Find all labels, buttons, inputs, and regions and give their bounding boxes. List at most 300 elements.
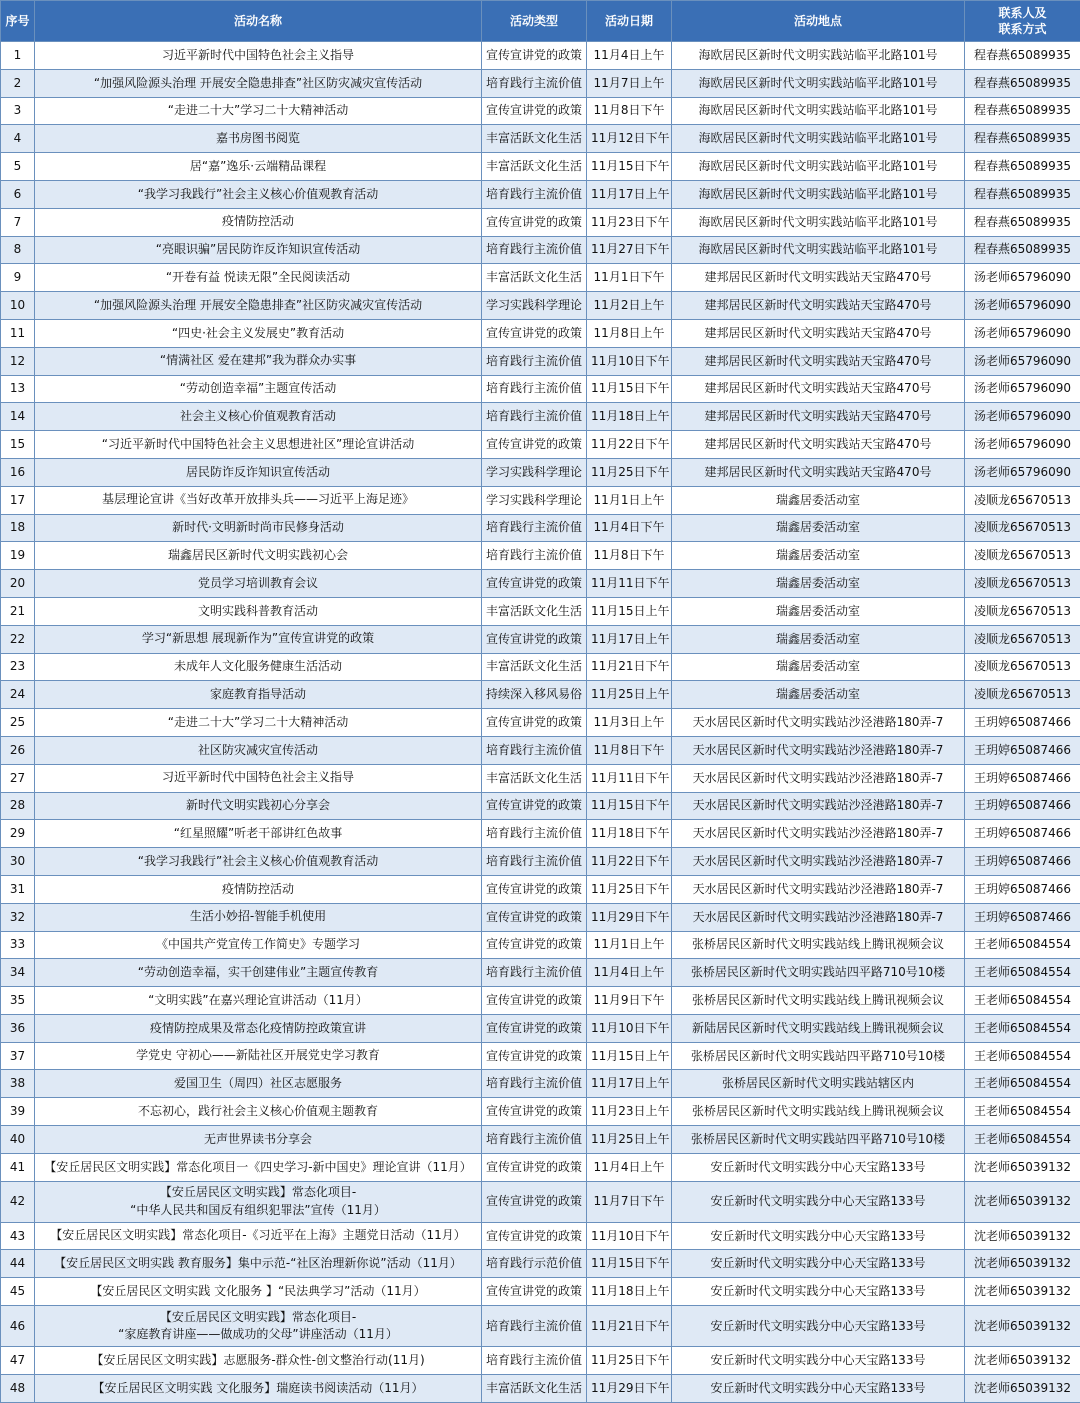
cell-type: 宣传宣讲党的政策 bbox=[482, 42, 587, 70]
cell-type: 培育践行主流价值 bbox=[482, 820, 587, 848]
cell-location: 张桥居民区新时代文明实践站线上腾讯视频会议 bbox=[672, 1098, 965, 1126]
cell-name-line: 【安丘居民区文明实践 文化服务】瑞庭读书阅读活动（11月） bbox=[39, 1380, 477, 1397]
cell-location: 建邦居民区新时代文明实践站天宝路470号 bbox=[672, 347, 965, 375]
cell-contact: 王老师65084554 bbox=[965, 987, 1080, 1015]
cell-name-line: 学习“新思想 展现新作为”宣传宣讲党的政策 bbox=[39, 630, 477, 647]
cell-name bbox=[35, 375, 482, 403]
cell-no: 21 bbox=[1, 597, 35, 625]
cell-name-line: 疫情防控活动 bbox=[39, 881, 477, 898]
cell-no: 31 bbox=[1, 875, 35, 903]
cell-contact: 汤老师65796090 bbox=[965, 292, 1080, 320]
cell-name bbox=[35, 959, 482, 987]
cell-contact: 王老师65084554 bbox=[965, 1014, 1080, 1042]
cell-name-line: 【安丘居民区文明实践】志愿服务-群众性-创文整治行动(11月) bbox=[39, 1352, 477, 1369]
cell-type: 宣传宣讲党的政策 bbox=[482, 875, 587, 903]
cell-no: 28 bbox=[1, 792, 35, 820]
cell-contact: 汤老师65796090 bbox=[965, 375, 1080, 403]
cell-type: 培育践行主流价值 bbox=[482, 1126, 587, 1154]
cell-contact: 王玥婷65087466 bbox=[965, 848, 1080, 876]
cell-no: 41 bbox=[1, 1153, 35, 1181]
cell-name-line: 疫情防控成果及常态化疫情防控政策宣讲 bbox=[39, 1020, 477, 1037]
cell-name-line: “加强风险源头治理 开展安全隐患排查”社区防灾减灾宣传活动 bbox=[39, 297, 477, 314]
cell-no: 7 bbox=[1, 208, 35, 236]
cell-name-line: 未成年人文化服务健康生活活动 bbox=[39, 658, 477, 675]
cell-date: 11月7日下午 bbox=[587, 1181, 672, 1222]
cell-name bbox=[35, 1347, 482, 1375]
cell-name bbox=[35, 1014, 482, 1042]
cell-date: 11月27日下午 bbox=[587, 236, 672, 264]
cell-name bbox=[35, 1126, 482, 1154]
cell-date: 11月15日下午 bbox=[587, 375, 672, 403]
table-row bbox=[1, 570, 1080, 598]
cell-name bbox=[35, 736, 482, 764]
cell-name-line: “中华人民共和国反有组织犯罪法”宣传（11月） bbox=[39, 1202, 477, 1219]
table-row bbox=[1, 347, 1080, 375]
cell-name-line: 【安丘居民区文明实践】常态化项目- bbox=[39, 1184, 477, 1201]
cell-contact: 沈老师65039132 bbox=[965, 1222, 1080, 1250]
cell-name bbox=[35, 236, 482, 264]
cell-name-line: “文明实践”在嘉兴理论宣讲活动（11月） bbox=[39, 992, 477, 1009]
cell-date: 11月15日下午 bbox=[587, 153, 672, 181]
cell-name bbox=[35, 1278, 482, 1306]
cell-date: 11月8日上午 bbox=[587, 319, 672, 347]
cell-location: 新陆居民区新时代文明实践站线上腾讯视频会议 bbox=[672, 1014, 965, 1042]
cell-type: 宣传宣讲党的政策 bbox=[482, 903, 587, 931]
cell-location: 建邦居民区新时代文明实践站天宝路470号 bbox=[672, 375, 965, 403]
cell-contact: 凌顺龙65670513 bbox=[965, 514, 1080, 542]
cell-location: 海欧居民区新时代文明实践站临平北路101号 bbox=[672, 153, 965, 181]
cell-name-line: 【安丘居民区文明实践】常态化项目-《习近平在上海》主题党日活动（11月） bbox=[39, 1227, 477, 1244]
cell-name-line: “开卷有益 悦读无限”全民阅读活动 bbox=[39, 269, 477, 286]
cell-contact: 汤老师65796090 bbox=[965, 319, 1080, 347]
cell-no: 45 bbox=[1, 1278, 35, 1306]
cell-name-line: 【安丘居民区文明实践】常态化项目- bbox=[39, 1309, 477, 1326]
cell-name-line: 学党史 守初心——新陆社区开展党史学习教育 bbox=[39, 1047, 477, 1064]
cell-type: 丰富活跃文化生活 bbox=[482, 125, 587, 153]
cell-contact: 沈老师65039132 bbox=[965, 1374, 1080, 1402]
cell-location: 安丘新时代文明实践分中心天宝路133号 bbox=[672, 1374, 965, 1402]
cell-type: 宣传宣讲党的政策 bbox=[482, 1153, 587, 1181]
cell-name-line: 无声世界读书分享会 bbox=[39, 1131, 477, 1148]
table-row bbox=[1, 1374, 1080, 1402]
table-row bbox=[1, 1014, 1080, 1042]
cell-name bbox=[35, 69, 482, 97]
table-row bbox=[1, 903, 1080, 931]
cell-location: 天水居民区新时代文明实践站沙泾港路180弄-7 bbox=[672, 709, 965, 737]
cell-name-line: “情满社区 爱在建邦”我为群众办实事 bbox=[39, 352, 477, 369]
cell-date: 11月10日下午 bbox=[587, 1222, 672, 1250]
cell-type: 宣传宣讲党的政策 bbox=[482, 208, 587, 236]
cell-location: 张桥居民区新时代文明实践站辖区内 bbox=[672, 1070, 965, 1098]
header-contact-line1: 联系人及 bbox=[969, 5, 1076, 21]
cell-name-line: 居民防诈反诈知识宣传活动 bbox=[39, 464, 477, 481]
cell-contact: 凌顺龙65670513 bbox=[965, 542, 1080, 570]
cell-name bbox=[35, 848, 482, 876]
cell-date: 11月21日下午 bbox=[587, 1306, 672, 1347]
cell-location: 安丘新时代文明实践分中心天宝路133号 bbox=[672, 1306, 965, 1347]
cell-type: 培育践行主流价值 bbox=[482, 514, 587, 542]
table-row bbox=[1, 125, 1080, 153]
cell-location: 建邦居民区新时代文明实践站天宝路470号 bbox=[672, 403, 965, 431]
cell-type: 学习实践科学理论 bbox=[482, 486, 587, 514]
cell-no: 1 bbox=[1, 42, 35, 70]
cell-type: 宣传宣讲党的政策 bbox=[482, 625, 587, 653]
cell-location: 天水居民区新时代文明实践站沙泾港路180弄-7 bbox=[672, 764, 965, 792]
cell-name bbox=[35, 264, 482, 292]
cell-contact: 沈老师65039132 bbox=[965, 1181, 1080, 1222]
table-row bbox=[1, 625, 1080, 653]
cell-date: 11月4日上午 bbox=[587, 959, 672, 987]
cell-name-line: 疫情防控活动 bbox=[39, 213, 477, 230]
cell-date: 11月3日上午 bbox=[587, 709, 672, 737]
cell-no: 47 bbox=[1, 1347, 35, 1375]
cell-no: 44 bbox=[1, 1250, 35, 1278]
cell-name-line: 文明实践科普教育活动 bbox=[39, 603, 477, 620]
cell-contact: 王玥婷65087466 bbox=[965, 792, 1080, 820]
cell-date: 11月11日下午 bbox=[587, 570, 672, 598]
cell-no: 36 bbox=[1, 1014, 35, 1042]
cell-location: 天水居民区新时代文明实践站沙泾港路180弄-7 bbox=[672, 848, 965, 876]
cell-name bbox=[35, 987, 482, 1015]
cell-location: 瑞鑫居委活动室 bbox=[672, 514, 965, 542]
table-row bbox=[1, 153, 1080, 181]
table-row bbox=[1, 764, 1080, 792]
cell-no: 17 bbox=[1, 486, 35, 514]
cell-type: 丰富活跃文化生活 bbox=[482, 597, 587, 625]
cell-contact: 程春燕65089935 bbox=[965, 180, 1080, 208]
cell-name bbox=[35, 486, 482, 514]
cell-type: 培育践行主流价值 bbox=[482, 403, 587, 431]
table-row bbox=[1, 820, 1080, 848]
cell-date: 11月8日下午 bbox=[587, 97, 672, 125]
cell-name-line: 嘉书房图书阅览 bbox=[39, 130, 477, 147]
cell-type: 宣传宣讲党的政策 bbox=[482, 570, 587, 598]
cell-location: 建邦居民区新时代文明实践站天宝路470号 bbox=[672, 319, 965, 347]
cell-name bbox=[35, 792, 482, 820]
cell-date: 11月17日上午 bbox=[587, 625, 672, 653]
cell-location: 安丘新时代文明实践分中心天宝路133号 bbox=[672, 1250, 965, 1278]
cell-contact: 王玥婷65087466 bbox=[965, 736, 1080, 764]
cell-contact: 沈老师65039132 bbox=[965, 1347, 1080, 1375]
cell-no: 25 bbox=[1, 709, 35, 737]
cell-no: 29 bbox=[1, 820, 35, 848]
cell-no: 32 bbox=[1, 903, 35, 931]
cell-location: 建邦居民区新时代文明实践站天宝路470号 bbox=[672, 431, 965, 459]
cell-date: 11月15日下午 bbox=[587, 1250, 672, 1278]
table-row bbox=[1, 1181, 1080, 1222]
cell-no: 39 bbox=[1, 1098, 35, 1126]
cell-name bbox=[35, 875, 482, 903]
cell-name bbox=[35, 1374, 482, 1402]
cell-date: 11月8日下午 bbox=[587, 542, 672, 570]
table-row bbox=[1, 848, 1080, 876]
header-date: 活动日期 bbox=[587, 1, 672, 42]
cell-contact: 沈老师65039132 bbox=[965, 1153, 1080, 1181]
cell-no: 18 bbox=[1, 514, 35, 542]
cell-contact: 程春燕65089935 bbox=[965, 236, 1080, 264]
cell-no: 13 bbox=[1, 375, 35, 403]
cell-name bbox=[35, 1070, 482, 1098]
cell-contact: 王玥婷65087466 bbox=[965, 903, 1080, 931]
cell-type: 丰富活跃文化生活 bbox=[482, 1374, 587, 1402]
cell-type: 培育践行主流价值 bbox=[482, 180, 587, 208]
cell-contact: 王玥婷65087466 bbox=[965, 709, 1080, 737]
cell-contact: 凌顺龙65670513 bbox=[965, 597, 1080, 625]
cell-name-line: 【安丘居民区文明实践】常态化项目一《四史学习-新中国史》理论宣讲（11月） bbox=[39, 1159, 477, 1176]
cell-type: 宣传宣讲党的政策 bbox=[482, 97, 587, 125]
cell-contact: 王玥婷65087466 bbox=[965, 875, 1080, 903]
header-contact-line2: 联系方式 bbox=[969, 21, 1076, 37]
cell-type: 学习实践科学理论 bbox=[482, 458, 587, 486]
cell-location: 安丘新时代文明实践分中心天宝路133号 bbox=[672, 1222, 965, 1250]
cell-name bbox=[35, 514, 482, 542]
table-row bbox=[1, 236, 1080, 264]
cell-contact: 汤老师65796090 bbox=[965, 403, 1080, 431]
cell-name bbox=[35, 125, 482, 153]
cell-name-line: 《中国共产党宣传工作简史》专题学习 bbox=[39, 936, 477, 953]
table-row bbox=[1, 542, 1080, 570]
cell-location: 张桥居民区新时代文明实践站线上腾讯视频会议 bbox=[672, 987, 965, 1015]
cell-name-line: “加强风险源头治理 开展安全隐患排查”社区防灾减灾宣传活动 bbox=[39, 75, 477, 92]
cell-no: 35 bbox=[1, 987, 35, 1015]
cell-contact: 程春燕65089935 bbox=[965, 42, 1080, 70]
table-row bbox=[1, 208, 1080, 236]
cell-name-line: 基层理论宣讲《当好改革开放排头兵——习近平上海足迹》 bbox=[39, 491, 477, 508]
cell-date: 11月29日下午 bbox=[587, 903, 672, 931]
cell-contact: 王玥婷65087466 bbox=[965, 764, 1080, 792]
cell-contact: 凌顺龙65670513 bbox=[965, 625, 1080, 653]
cell-location: 瑞鑫居委活动室 bbox=[672, 625, 965, 653]
cell-no: 38 bbox=[1, 1070, 35, 1098]
cell-type: 培育践行主流价值 bbox=[482, 236, 587, 264]
cell-name-line: “走进二十大”学习二十大精神活动 bbox=[39, 714, 477, 731]
cell-date: 11月4日上午 bbox=[587, 42, 672, 70]
cell-location: 瑞鑫居委活动室 bbox=[672, 486, 965, 514]
cell-date: 11月8日下午 bbox=[587, 736, 672, 764]
cell-name-line: 党员学习培训教育会议 bbox=[39, 575, 477, 592]
cell-contact: 王老师65084554 bbox=[965, 931, 1080, 959]
cell-type: 宣传宣讲党的政策 bbox=[482, 1278, 587, 1306]
cell-no: 33 bbox=[1, 931, 35, 959]
cell-date: 11月18日下午 bbox=[587, 820, 672, 848]
table-row bbox=[1, 1042, 1080, 1070]
cell-no: 46 bbox=[1, 1306, 35, 1347]
cell-location: 安丘新时代文明实践分中心天宝路133号 bbox=[672, 1347, 965, 1375]
cell-location: 海欧居民区新时代文明实践站临平北路101号 bbox=[672, 97, 965, 125]
cell-contact: 沈老师65039132 bbox=[965, 1250, 1080, 1278]
cell-location: 海欧居民区新时代文明实践站临平北路101号 bbox=[672, 208, 965, 236]
cell-name bbox=[35, 820, 482, 848]
cell-no: 22 bbox=[1, 625, 35, 653]
cell-contact: 程春燕65089935 bbox=[965, 125, 1080, 153]
cell-name bbox=[35, 1222, 482, 1250]
cell-type: 丰富活跃文化生活 bbox=[482, 153, 587, 181]
table-row bbox=[1, 319, 1080, 347]
cell-no: 10 bbox=[1, 292, 35, 320]
cell-location: 张桥居民区新时代文明实践站线上腾讯视频会议 bbox=[672, 931, 965, 959]
table-row bbox=[1, 1250, 1080, 1278]
cell-date: 11月25日下午 bbox=[587, 458, 672, 486]
cell-no: 30 bbox=[1, 848, 35, 876]
table-row bbox=[1, 987, 1080, 1015]
cell-type: 宣传宣讲党的政策 bbox=[482, 1042, 587, 1070]
cell-name bbox=[35, 347, 482, 375]
cell-location: 瑞鑫居委活动室 bbox=[672, 597, 965, 625]
cell-name bbox=[35, 292, 482, 320]
table-row bbox=[1, 403, 1080, 431]
table-row bbox=[1, 681, 1080, 709]
cell-name-line: 新时代文明实践初心分享会 bbox=[39, 797, 477, 814]
cell-location: 安丘新时代文明实践分中心天宝路133号 bbox=[672, 1153, 965, 1181]
cell-contact: 王老师65084554 bbox=[965, 1098, 1080, 1126]
cell-location: 海欧居民区新时代文明实践站临平北路101号 bbox=[672, 180, 965, 208]
cell-name-line: “我学习我践行”社会主义核心价值观教育活动 bbox=[39, 853, 477, 870]
cell-name bbox=[35, 681, 482, 709]
cell-no: 20 bbox=[1, 570, 35, 598]
cell-name-line: “家庭教育讲座——做成功的父母”讲座活动（11月） bbox=[39, 1326, 477, 1343]
cell-type: 培育践行主流价值 bbox=[482, 1306, 587, 1347]
cell-name bbox=[35, 458, 482, 486]
cell-no: 43 bbox=[1, 1222, 35, 1250]
cell-name bbox=[35, 542, 482, 570]
table-row bbox=[1, 653, 1080, 681]
cell-location: 建邦居民区新时代文明实践站天宝路470号 bbox=[672, 458, 965, 486]
cell-no: 16 bbox=[1, 458, 35, 486]
cell-type: 培育践行主流价值 bbox=[482, 1070, 587, 1098]
cell-name-line: 【安丘居民区文明实践 文化服务 】“民法典学习”活动（11月） bbox=[39, 1283, 477, 1300]
cell-no: 15 bbox=[1, 431, 35, 459]
cell-name bbox=[35, 97, 482, 125]
table-row bbox=[1, 792, 1080, 820]
table-row bbox=[1, 1306, 1080, 1347]
cell-contact: 王老师65084554 bbox=[965, 1070, 1080, 1098]
cell-contact: 汤老师65796090 bbox=[965, 347, 1080, 375]
cell-contact: 王老师65084554 bbox=[965, 1126, 1080, 1154]
cell-type: 宣传宣讲党的政策 bbox=[482, 1014, 587, 1042]
cell-contact: 汤老师65796090 bbox=[965, 458, 1080, 486]
cell-location: 天水居民区新时代文明实践站沙泾港路180弄-7 bbox=[672, 820, 965, 848]
cell-type: 培育践行主流价值 bbox=[482, 959, 587, 987]
cell-name bbox=[35, 1250, 482, 1278]
cell-name bbox=[35, 709, 482, 737]
cell-type: 培育践行示范价值 bbox=[482, 1250, 587, 1278]
cell-contact: 程春燕65089935 bbox=[965, 153, 1080, 181]
header-name: 活动名称 bbox=[35, 1, 482, 42]
cell-date: 11月23日上午 bbox=[587, 1098, 672, 1126]
cell-name bbox=[35, 1153, 482, 1181]
cell-type: 宣传宣讲党的政策 bbox=[482, 1181, 587, 1222]
cell-no: 14 bbox=[1, 403, 35, 431]
cell-contact: 汤老师65796090 bbox=[965, 431, 1080, 459]
cell-type: 宣传宣讲党的政策 bbox=[482, 987, 587, 1015]
cell-name bbox=[35, 931, 482, 959]
cell-location: 张桥居民区新时代文明实践站四平路710号10楼 bbox=[672, 959, 965, 987]
cell-no: 6 bbox=[1, 180, 35, 208]
cell-name-line: “劳动创造幸福”主题宣传活动 bbox=[39, 380, 477, 397]
cell-no: 8 bbox=[1, 236, 35, 264]
cell-no: 26 bbox=[1, 736, 35, 764]
cell-type: 培育践行主流价值 bbox=[482, 848, 587, 876]
cell-name bbox=[35, 1306, 482, 1347]
cell-date: 11月12日下午 bbox=[587, 125, 672, 153]
table-row bbox=[1, 292, 1080, 320]
cell-date: 11月4日上午 bbox=[587, 1153, 672, 1181]
cell-type: 培育践行主流价值 bbox=[482, 542, 587, 570]
cell-location: 瑞鑫居委活动室 bbox=[672, 570, 965, 598]
header-no: 序号 bbox=[1, 1, 35, 42]
cell-contact: 程春燕65089935 bbox=[965, 97, 1080, 125]
cell-type: 宣传宣讲党的政策 bbox=[482, 1222, 587, 1250]
cell-name bbox=[35, 180, 482, 208]
cell-type: 宣传宣讲党的政策 bbox=[482, 431, 587, 459]
cell-location: 瑞鑫居委活动室 bbox=[672, 542, 965, 570]
table-row bbox=[1, 1153, 1080, 1181]
table-row bbox=[1, 1070, 1080, 1098]
cell-date: 11月15日上午 bbox=[587, 1042, 672, 1070]
cell-no: 2 bbox=[1, 69, 35, 97]
cell-no: 4 bbox=[1, 125, 35, 153]
cell-location: 建邦居民区新时代文明实践站天宝路470号 bbox=[672, 264, 965, 292]
cell-location: 天水居民区新时代文明实践站沙泾港路180弄-7 bbox=[672, 792, 965, 820]
cell-location: 建邦居民区新时代文明实践站天宝路470号 bbox=[672, 292, 965, 320]
cell-date: 11月7日上午 bbox=[587, 69, 672, 97]
cell-location: 天水居民区新时代文明实践站沙泾港路180弄-7 bbox=[672, 875, 965, 903]
cell-name bbox=[35, 42, 482, 70]
table-row bbox=[1, 180, 1080, 208]
cell-name-line: 居“嘉”逸乐·云端精品课程 bbox=[39, 158, 477, 175]
cell-name-line: 新时代·文明新时尚市民修身活动 bbox=[39, 519, 477, 536]
cell-name bbox=[35, 319, 482, 347]
cell-type: 宣传宣讲党的政策 bbox=[482, 1098, 587, 1126]
cell-type: 培育践行主流价值 bbox=[482, 736, 587, 764]
cell-location: 天水居民区新时代文明实践站沙泾港路180弄-7 bbox=[672, 903, 965, 931]
table-row bbox=[1, 875, 1080, 903]
header-contact bbox=[965, 1, 1080, 42]
cell-date: 11月17日上午 bbox=[587, 180, 672, 208]
cell-name-line: “走进二十大”学习二十大精神活动 bbox=[39, 102, 477, 119]
table-row bbox=[1, 264, 1080, 292]
cell-type: 宣传宣讲党的政策 bbox=[482, 319, 587, 347]
cell-location: 海欧居民区新时代文明实践站临平北路101号 bbox=[672, 42, 965, 70]
cell-date: 11月17日上午 bbox=[587, 1070, 672, 1098]
cell-contact: 凌顺龙65670513 bbox=[965, 681, 1080, 709]
cell-name-line: 社会主义核心价值观教育活动 bbox=[39, 408, 477, 425]
cell-location: 瑞鑫居委活动室 bbox=[672, 653, 965, 681]
cell-no: 19 bbox=[1, 542, 35, 570]
cell-name bbox=[35, 764, 482, 792]
table-row bbox=[1, 709, 1080, 737]
cell-date: 11月18日上午 bbox=[587, 1278, 672, 1306]
cell-location: 张桥居民区新时代文明实践站四平路710号10楼 bbox=[672, 1042, 965, 1070]
cell-type: 学习实践科学理论 bbox=[482, 292, 587, 320]
cell-date: 11月15日上午 bbox=[587, 597, 672, 625]
table-row bbox=[1, 736, 1080, 764]
table-row bbox=[1, 1347, 1080, 1375]
header-location: 活动地点 bbox=[672, 1, 965, 42]
cell-date: 11月25日下午 bbox=[587, 1347, 672, 1375]
cell-name-line: 社区防灾减灾宣传活动 bbox=[39, 742, 477, 759]
cell-date: 11月22日下午 bbox=[587, 848, 672, 876]
cell-contact: 程春燕65089935 bbox=[965, 69, 1080, 97]
cell-no: 37 bbox=[1, 1042, 35, 1070]
cell-contact: 沈老师65039132 bbox=[965, 1278, 1080, 1306]
cell-date: 11月1日上午 bbox=[587, 486, 672, 514]
cell-type: 丰富活跃文化生活 bbox=[482, 264, 587, 292]
cell-name bbox=[35, 153, 482, 181]
cell-name-line: 生活小妙招-智能手机使用 bbox=[39, 908, 477, 925]
cell-date: 11月25日上午 bbox=[587, 1126, 672, 1154]
cell-type: 宣传宣讲党的政策 bbox=[482, 931, 587, 959]
